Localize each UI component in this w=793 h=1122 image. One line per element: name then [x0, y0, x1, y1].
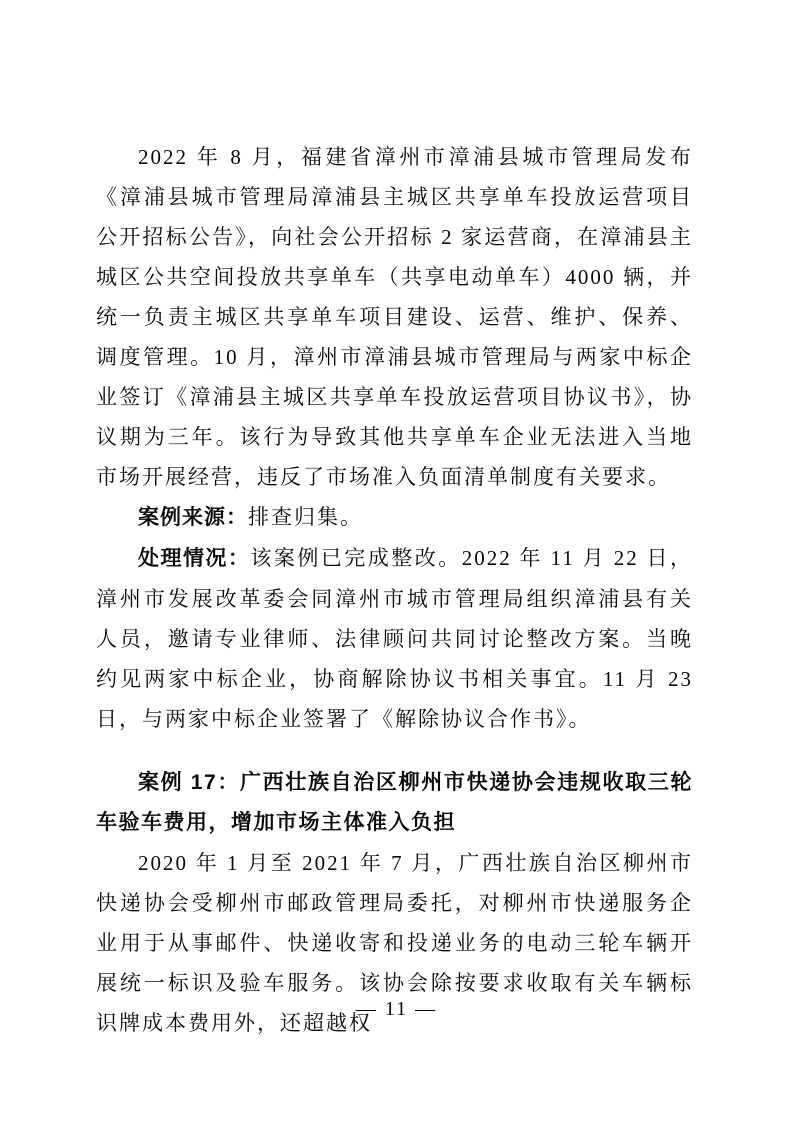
case16-source-text: 排查归集。 [248, 505, 363, 529]
document-content [96, 137, 693, 1043]
paragraph-case16-facts: 2022 年 8 月，福建省漳州市漳浦县城市管理局发布《漳浦县城市管理局漳浦县主城区共享单车投放运营项目公开招标公告》，向社会公开招标 2 家运营商，在漳浦县主城区公共空间投放共享单车（共享电动单车）4000 辆，并统一负责主城区共享单车项目建设、运营、维护、保养、调度管理。10 月，漳州市漳浦县城市管理局与两家中标企业签订《漳浦县主城区共享单车投放运营项目协议书》，协议期为三年。该行为导致其他共享单车企业无法进入当地市场开展经营，违反了市场准入负面清单制度有关要求。 [96, 145, 693, 489]
case16-handling-text: 该案例已完成整改。2022 年 11 月 22 日，漳州市发展改革委会同漳州市城市管理局组织漳浦县有关人员，邀请专业律师、法律顾问共同讨论整改方案。当晚约见两家中标企业，协商解除协议书相关事宜。11 月 23 日，与两家中标企业签署了《解除协议合作书》。 [96, 546, 693, 731]
case16-source-label: 案例来源： [138, 506, 248, 529]
paragraph-case16-source [96, 497, 693, 538]
page-number: — 11 — [355, 998, 438, 1020]
case16-handling-label: 处理情况： [138, 547, 251, 570]
paragraph-case17-facts: 2020 年 1 月至 2021 年 7 月，广西壮族自治区柳州市快递协会受柳州市邮政管理局委托，对柳州市快递服务企业用于从事邮件、快递收寄和投递业务的电动三轮车辆开展统一标识及验车服务。该协会除按要求收取有关车辆标识牌成本费用外，还超越权 [96, 851, 693, 1035]
paragraph-case16-handling [96, 538, 693, 739]
case17-heading: 案例 17：广西壮族自治区柳州市快递协会违规收取三轮车验车费用，增加市场主体准入负担 [96, 771, 693, 834]
